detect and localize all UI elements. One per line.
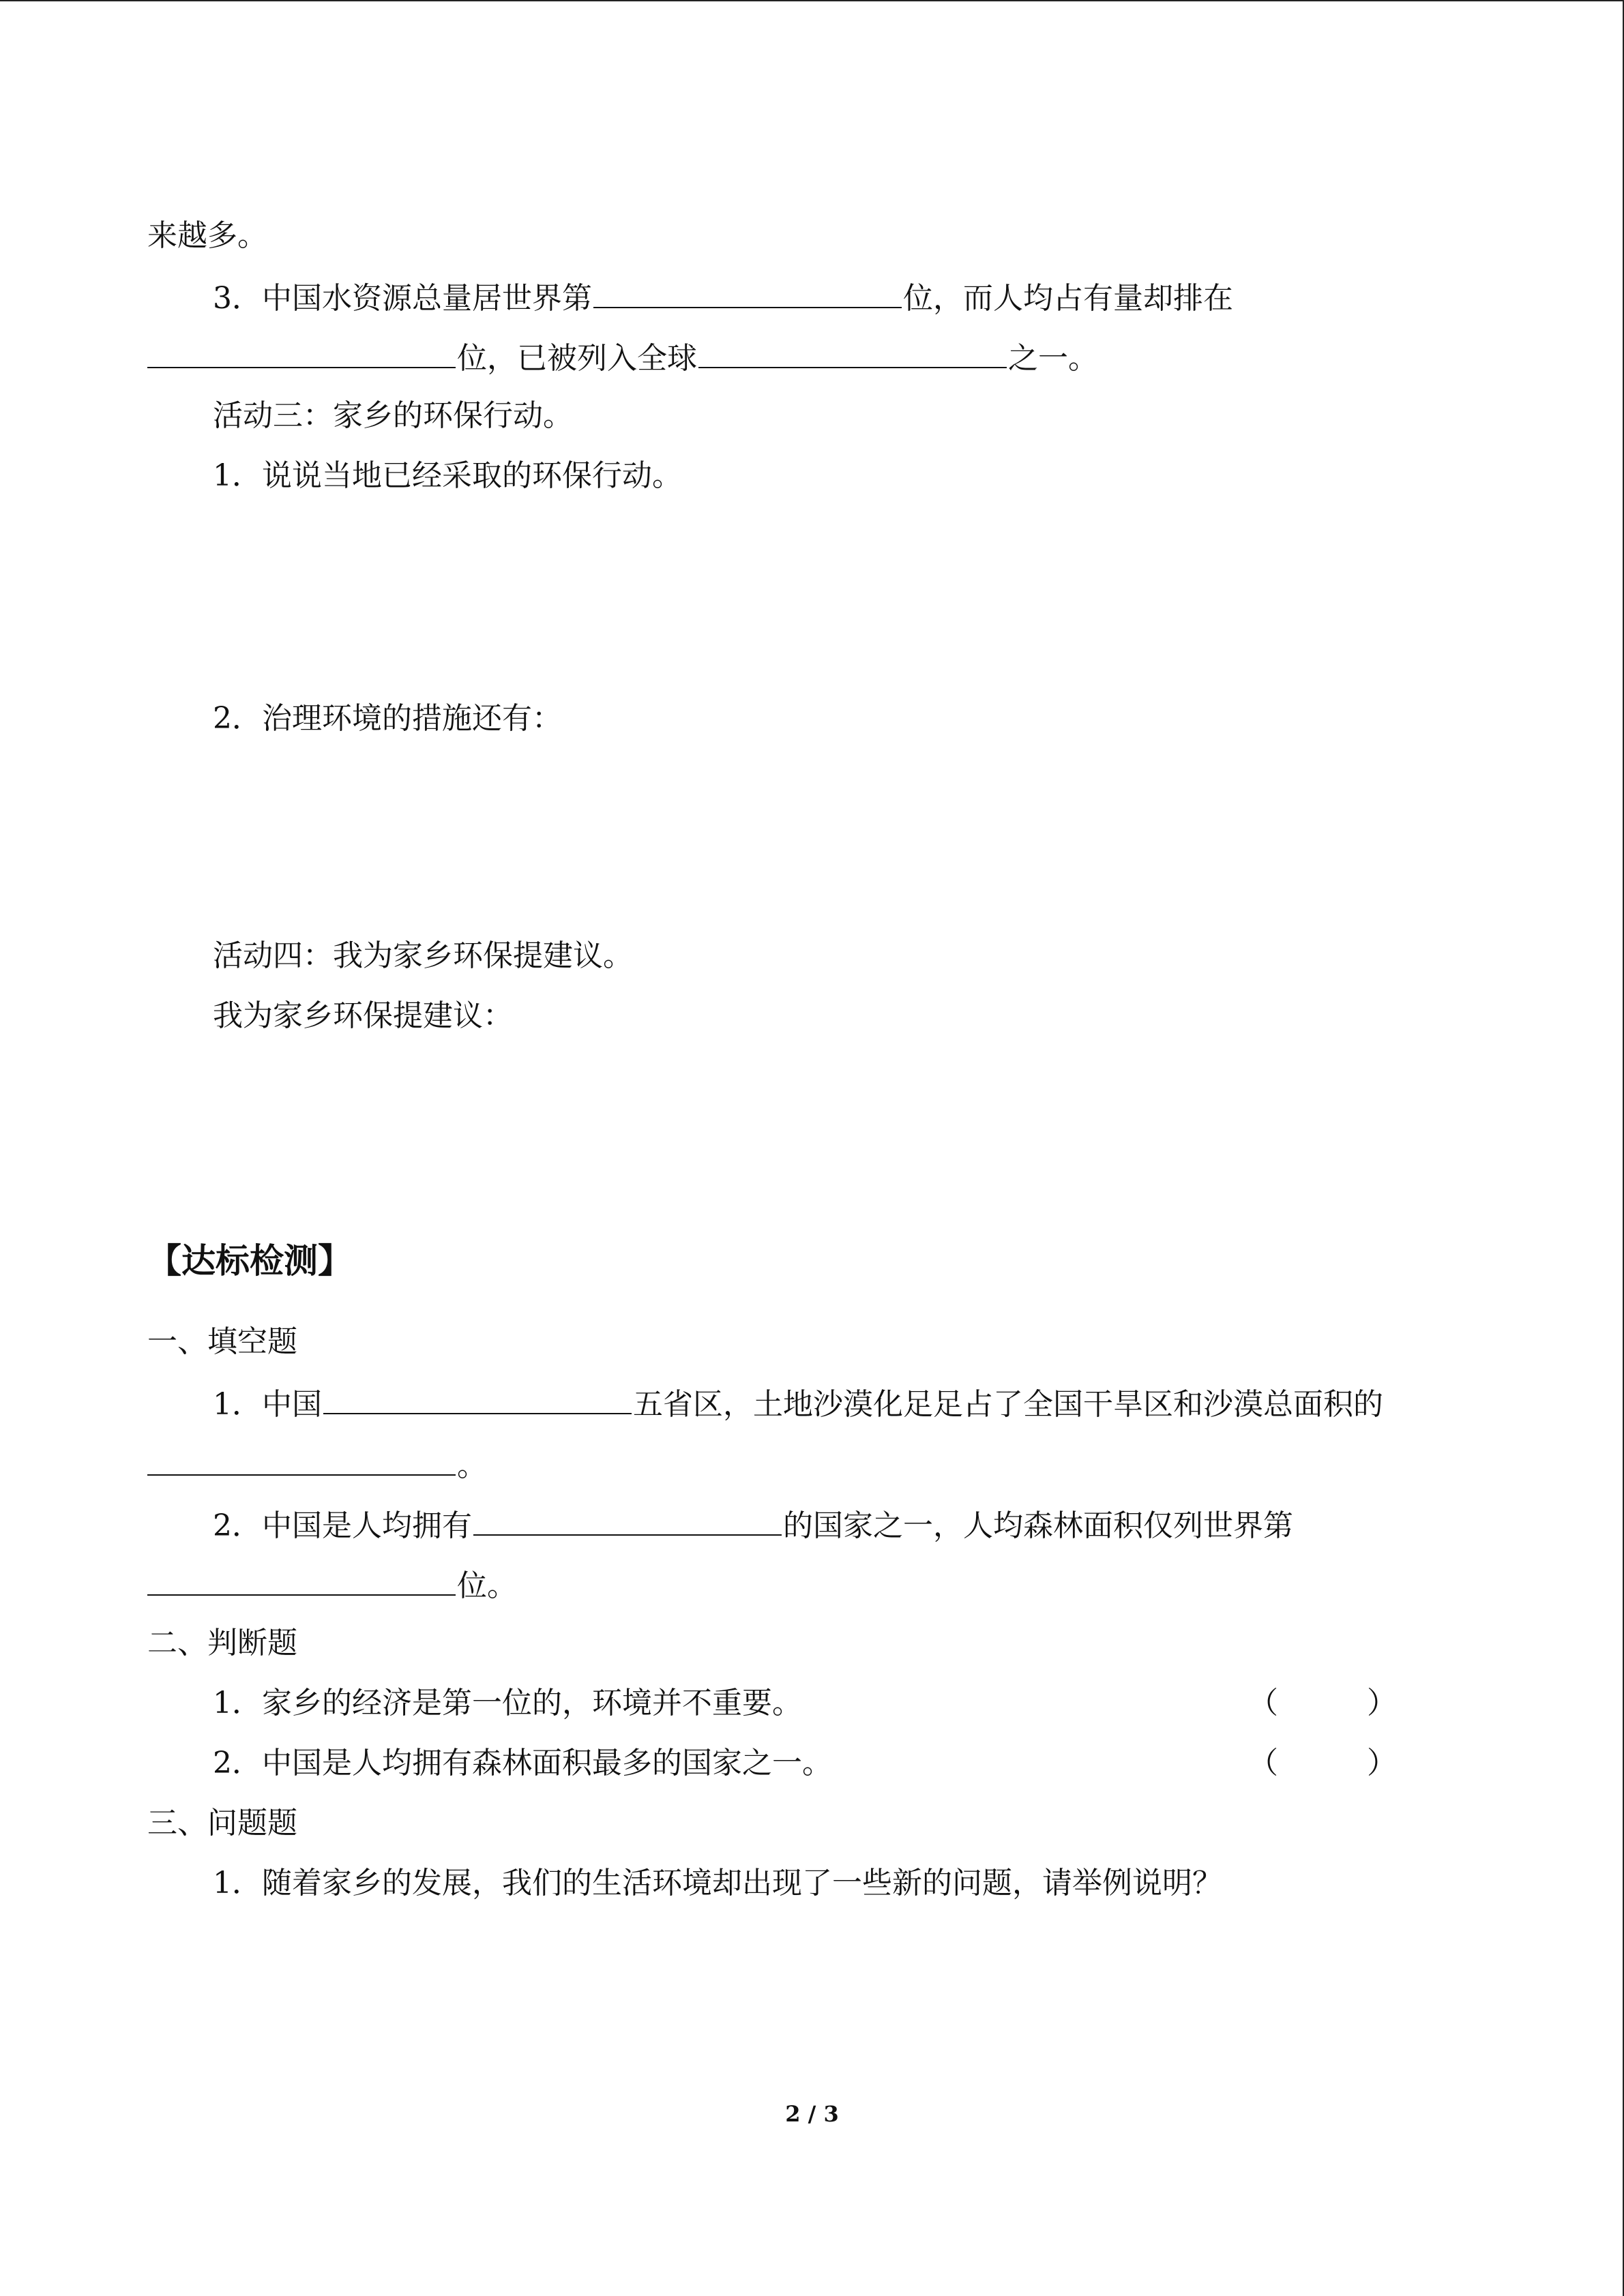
activity3-q1-text: 1．说说当地已经采取的环保行动。 (213, 458, 682, 493)
judge-q1-text: 1．家乡的经济是第一位的，环境并不重要。 (213, 1686, 802, 1720)
q3-prefix: 3．中国水资源总量居世界第 (213, 281, 592, 316)
fill-question-1-line-2 (147, 1443, 487, 1484)
activity3-question-2 (213, 698, 562, 739)
fill-q1-end: 。 (457, 1448, 487, 1483)
fill-blank[interactable] (323, 1382, 632, 1414)
fill-q2-end: 位。 (457, 1568, 517, 1603)
judge-section-title (147, 1623, 297, 1664)
q3-line-2 (147, 336, 1098, 376)
judge-q2-text: 2．中国是人均拥有森林面积最多的国家之一。 (213, 1746, 832, 1780)
fill-q2-prefix: 2．中国是人均拥有 (213, 1508, 472, 1543)
activity4-prompt (213, 996, 513, 1037)
continuation-text: 来越多。 (147, 218, 267, 253)
fill-section-title-text: 一、填空题 (147, 1324, 297, 1359)
continuation-line (147, 215, 267, 256)
fill-question-2-line-1 (213, 1503, 1293, 1544)
page-number (0, 2100, 1624, 2128)
activity3-question-1 (213, 456, 682, 496)
fill-section-title (147, 1322, 297, 1362)
q3-line2-mid: 位，已被列入全球 (457, 341, 697, 376)
question-q1-text: 1．随着家乡的发展，我们的生活环境却出现了一些新的问题，请举例说明？ (213, 1866, 1222, 1900)
q3-line2-end: 之一。 (1008, 341, 1098, 376)
page-number-text: 2 / 3 (785, 2101, 839, 2127)
paren-open: （ (1248, 1746, 1278, 1780)
activity3-title (213, 396, 573, 436)
fill-question-1-line-1 (213, 1382, 1383, 1422)
question-section-title (147, 1803, 297, 1844)
fill-q2-suffix: 的国家之一，人均森林面积仅列世界第 (783, 1508, 1293, 1543)
activity4-title (213, 936, 633, 976)
activity4-prompt-text: 我为家乡环保提建议： (213, 998, 513, 1033)
activity4-title-text: 活动四：我为家乡环保提建议。 (213, 938, 633, 973)
judge-question-1 (213, 1683, 802, 1724)
fill-question-2-line-2 (147, 1563, 517, 1604)
activity3-q2-text: 2．治理环境的措施还有： (213, 701, 562, 736)
judge-answer-2[interactable] (1248, 1743, 1397, 1784)
fill-blank[interactable] (147, 1443, 456, 1476)
fill-blank[interactable] (593, 275, 902, 308)
fill-blank[interactable] (147, 336, 456, 368)
judge-question-2 (213, 1743, 832, 1784)
question-1 (213, 1863, 1222, 1904)
fill-q1-suffix: 五省区，土地沙漠化足足占了全国干旱区和沙漠总面积的 (633, 1387, 1383, 1422)
judge-answer-1[interactable] (1248, 1683, 1397, 1724)
q3-mid: 位，而人均占有量却排在 (903, 281, 1233, 316)
fill-blank[interactable] (473, 1503, 782, 1536)
fill-blank[interactable] (147, 1563, 456, 1596)
judge-section-title-text: 二、判断题 (147, 1626, 297, 1660)
q3-line-1 (213, 275, 1233, 316)
paren-open: （ (1248, 1686, 1278, 1720)
fill-blank[interactable] (698, 336, 1007, 368)
activity3-title-text: 活动三：家乡的环保行动。 (213, 398, 573, 433)
question-section-title-text: 三、问题题 (147, 1806, 297, 1840)
paren-close: ） (1367, 1686, 1397, 1720)
fill-q1-prefix: 1．中国 (213, 1387, 322, 1422)
paren-close: ） (1367, 1746, 1397, 1780)
section-heading (147, 1237, 352, 1285)
section-heading-text: 【达标检测】 (147, 1241, 352, 1281)
